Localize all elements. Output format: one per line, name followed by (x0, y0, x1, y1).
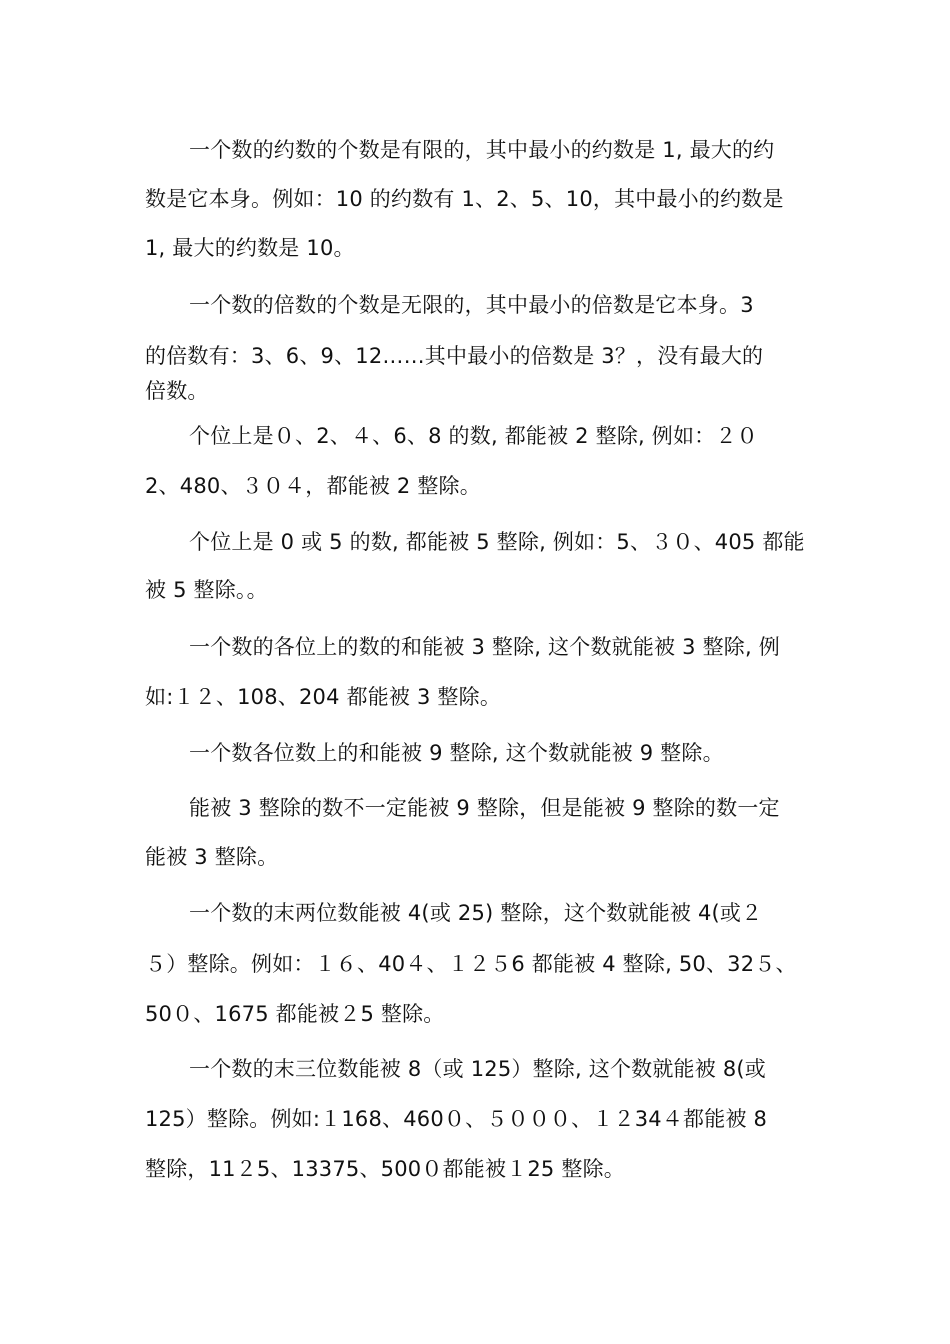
paragraph-8-line-3: 50０、1675 都能被２5 整除。 (145, 1002, 445, 1026)
paragraph-2-line-1: 一个数的倍数的个数是无限的，其中最小的倍数是它本身。3 (189, 293, 754, 317)
paragraph-5-line-1: 一个数的各位上的数的和能被 3 整除, 这个数就能被 3 整除, 例 (189, 635, 780, 659)
paragraph-2-line-2: 的倍数有：3、6、9、12……其中最小的倍数是 3？，没有最大的 (145, 344, 764, 368)
paragraph-9-line-2: 125）整除。例如:１168、460０、５０００、１２34４都能被 8 (145, 1107, 768, 1131)
paragraph-3-line-1: 个位上是０、2、４、6、8 的数, 都能被 2 整除, 例如：２０ (189, 424, 758, 448)
paragraph-5-line-2: 如:１２、108、204 都能被 3 整除。 (145, 685, 502, 709)
paragraph-4-line-2: 被 5 整除。。 (145, 578, 268, 602)
paragraph-7-line-2: 能被 3 整除。 (145, 845, 279, 869)
paragraph-8-line-1: 一个数的末两位数能被 4(或 25) 整除，这个数就能被 4(或２ (189, 901, 763, 925)
paragraph-2-line-3: 倍数。 (145, 379, 209, 403)
paragraph-9-line-3: 整除，11２5、13375、500０都能被１25 整除。 (145, 1157, 625, 1181)
paragraph-3-line-2: 2、480、３０４，都能被 2 整除。 (145, 474, 481, 498)
paragraph-1-line-3: 1, 最大的约数是 10。 (145, 236, 355, 260)
paragraph-9-line-1: 一个数的末三位数能被 8（或 125）整除, 这个数就能被 8(或 (189, 1057, 766, 1081)
paragraph-7-line-1: 能被 3 整除的数不一定能被 9 整除，但是能被 9 整除的数一定 (189, 796, 780, 820)
paragraph-4-line-1: 个位上是 0 或 5 的数, 都能被 5 整除, 例如：5、３０、405 都能 (189, 530, 805, 554)
paragraph-1-line-2: 数是它本身。例如：10 的约数有 1、2、5、10，其中最小的约数是 (145, 187, 784, 211)
paragraph-8-line-2: ５）整除。例如：１６、40４、１２５6 都能被 4 整除, 50、32５、 (145, 952, 797, 976)
paragraph-1-line-1: 一个数的约数的个数是有限的，其中最小的约数是 1, 最大的约 (189, 138, 775, 162)
paragraph-6-line-1: 一个数各位数上的和能被 9 整除, 这个数就能被 9 整除。 (189, 741, 724, 765)
